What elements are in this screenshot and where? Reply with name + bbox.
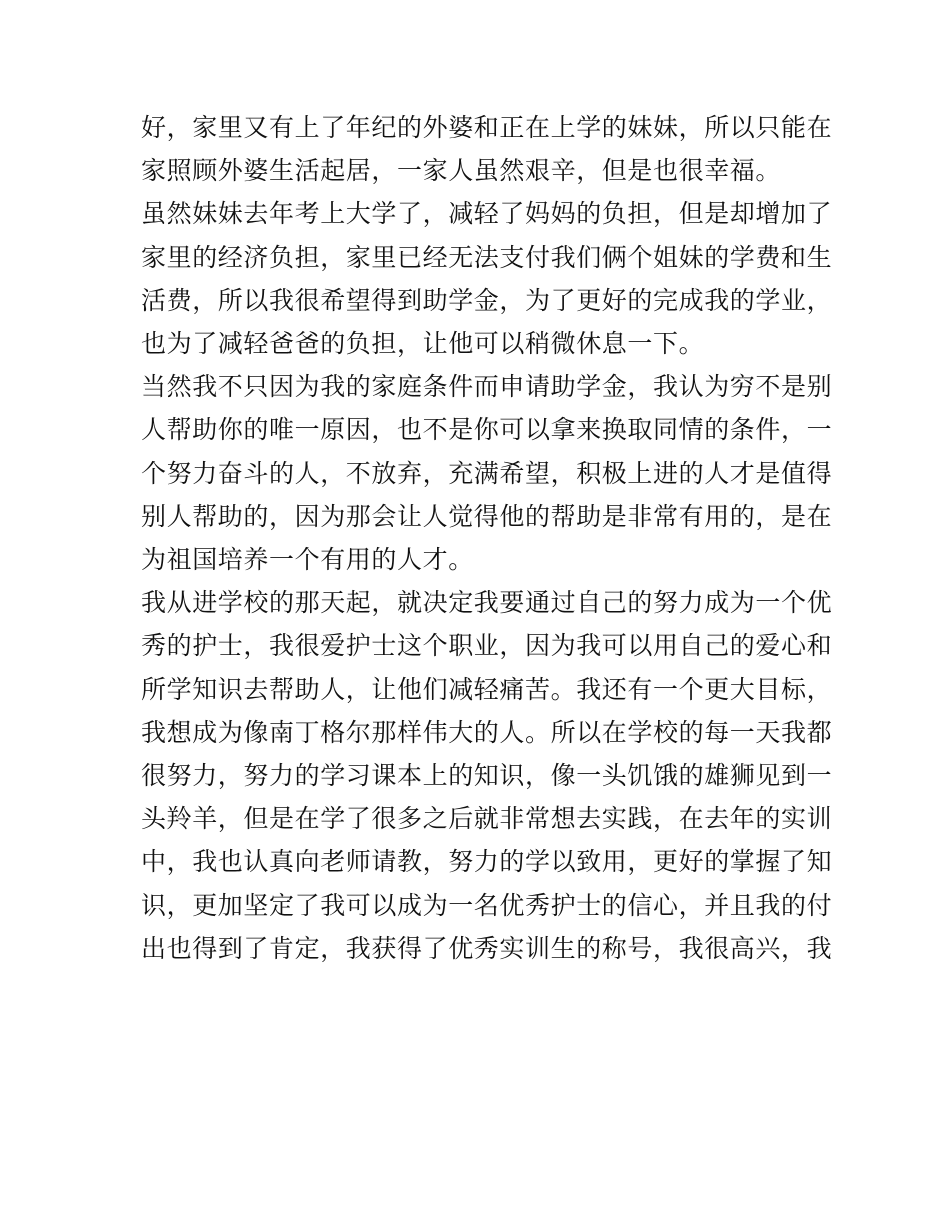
text-line-3: 虽然妹妹去年考上大学了，减轻了妈妈的负担，但是却增加了 xyxy=(141,199,833,229)
text-line-19: 识，更加坚定了我可以成为一名优秀护士的信心，并且我的付 xyxy=(141,890,833,920)
text-line-9: 个努力奋斗的人，不放弃，充满希望，积极上进的人才是值得 xyxy=(141,458,833,488)
text-line-6: 也为了减轻爸爸的负担，让他可以稍微休息一下。 xyxy=(141,329,705,359)
text-line-15: 我想成为像南丁格尔那样伟大的人。所以在学校的每一天我都 xyxy=(141,717,833,747)
text-line-20: 出也得到了肯定，我获得了优秀实训生的称号，我很高兴，我 xyxy=(141,933,833,963)
text-line-4: 家里的经济负担，家里已经无法支付我们俩个姐妹的学费和生 xyxy=(141,242,833,272)
text-line-17: 头羚羊，但是在学了很多之后就非常想去实践，在去年的实训 xyxy=(141,804,833,834)
text-line-12: 我从进学校的那天起，就决定我要通过自己的努力成为一个优 xyxy=(141,588,833,618)
text-line-13: 秀的护士，我很爱护士这个职业，因为我可以用自己的爱心和 xyxy=(141,631,833,661)
text-line-7: 当然我不只因为我的家庭条件而申请助学金，我认为穷不是别 xyxy=(141,372,833,402)
text-line-2: 家照顾外婆生活起居，一家人虽然艰辛，但是也很幸福。 xyxy=(141,156,782,186)
document-body xyxy=(141,106,833,970)
text-line-16: 很努力，努力的学习课本上的知识，像一头饥饿的雄狮见到一 xyxy=(141,761,833,791)
text-line-8: 人帮助你的唯一原因，也不是你可以拿来换取同情的条件，一 xyxy=(141,415,833,445)
text-line-1: 好，家里又有上了年纪的外婆和正在上学的妹妹，所以只能在 xyxy=(141,113,833,142)
text-line-10: 别人帮助的，因为那会让人觉得他的帮助是非常有用的，是在 xyxy=(141,501,833,531)
text-line-14: 所学知识去帮助人，让他们减轻痛苦。我还有一个更大目标， xyxy=(141,674,833,704)
text-line-5: 活费，所以我很希望得到助学金，为了更好的完成我的学业， xyxy=(141,285,833,315)
text-line-18: 中，我也认真向老师请教，努力的学以致用，更好的掌握了知 xyxy=(141,847,833,877)
text-line-11: 为祖国培养一个有用的人才。 xyxy=(141,545,474,575)
